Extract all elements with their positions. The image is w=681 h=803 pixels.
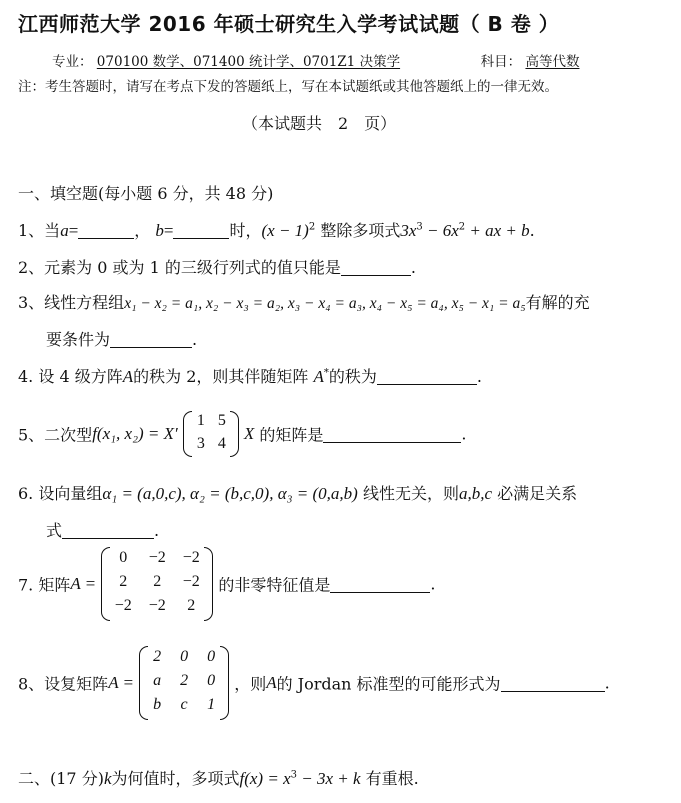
matrix-q8: 2 0 0 a 2 0 b c 1 (139, 646, 229, 720)
matrix-q7: 0 −2 −2 2 2 −2 −2 −2 2 (101, 547, 213, 621)
question-7: 7. 矩阵A = 0 −2 −2 2 2 −2 −2 −2 2 的非零特征值是 . (18, 547, 435, 621)
question-5: 5、二次型f(x₁, x₂) = X′ 1 5 3 4 X 的矩阵是 . (18, 411, 467, 457)
question-6-line2: 式 . (46, 521, 160, 540)
major-line (52, 50, 579, 70)
question-8: 8、设复矩阵A = 2 0 0 a 2 0 b c 1 ，则A的 Jordan 标准型的可能形式为 . (18, 646, 610, 720)
exam-title: 江西师范大学 2016 年硕士研究生入学考试试题（ B 卷 ） (18, 12, 560, 36)
matrix-q5: 1 5 3 4 (183, 411, 239, 457)
subject-value: 高等代数 (525, 54, 580, 70)
major-value: 070100 数学、071400 统计学、0701Z1 决策学 (96, 54, 401, 70)
question-3: 3、线性方程组x₁ − x₂ = a₁, x₂ − x₃ = a₂, x₃ − x₄ = a₃, x₄ − x₅ = a₄, x₅ − x₁ = a₅有解的充 (18, 293, 590, 312)
subject-label: 科目： (480, 54, 522, 70)
question-4: 4. 设 4 级方阵A的秩为 2，则其伴随矩阵 A*的秩为 . (18, 367, 482, 386)
question-3-line2: 要条件为 . (46, 330, 198, 349)
section1-heading: 一、填空题(每小题 6 分，共 48 分) (18, 184, 274, 203)
answer-blank (377, 368, 477, 385)
answer-blank (110, 331, 192, 348)
answer-blank (323, 426, 461, 443)
question-1: 1、当a= ， b= 时，$(x - 1)^2$ 整除多项式$3x^3 - 6x^2$ + ax + b. (18, 221, 535, 240)
answer-blank (330, 576, 430, 593)
answer-blank (341, 259, 411, 276)
section2-question: 二、(17 分)k为何值时，多项式$f(x) = x^3 - 3x + k$ 有重根. (18, 769, 419, 788)
notice: 注：考生答题时，请写在考点下发的答题纸上，写在本试题纸或其他答题纸上的一律无效。 (18, 79, 558, 95)
question-2: 2、元素为 0 或为 1 的三级行列式的值只能是 . (18, 258, 416, 277)
answer-blank (501, 675, 605, 692)
page-count: （本试题共 2 页） (242, 114, 397, 133)
question-6: 6. 设向量组α₁ = (a,0,c), α₂ = (b,c,0), α₃ = (0,a,b) 线性无关，则a,b,c 必满足关系 (18, 484, 578, 503)
answer-blank (78, 222, 134, 239)
answer-blank (173, 222, 229, 239)
answer-blank (62, 522, 154, 539)
major-label: 专业： (52, 54, 93, 70)
